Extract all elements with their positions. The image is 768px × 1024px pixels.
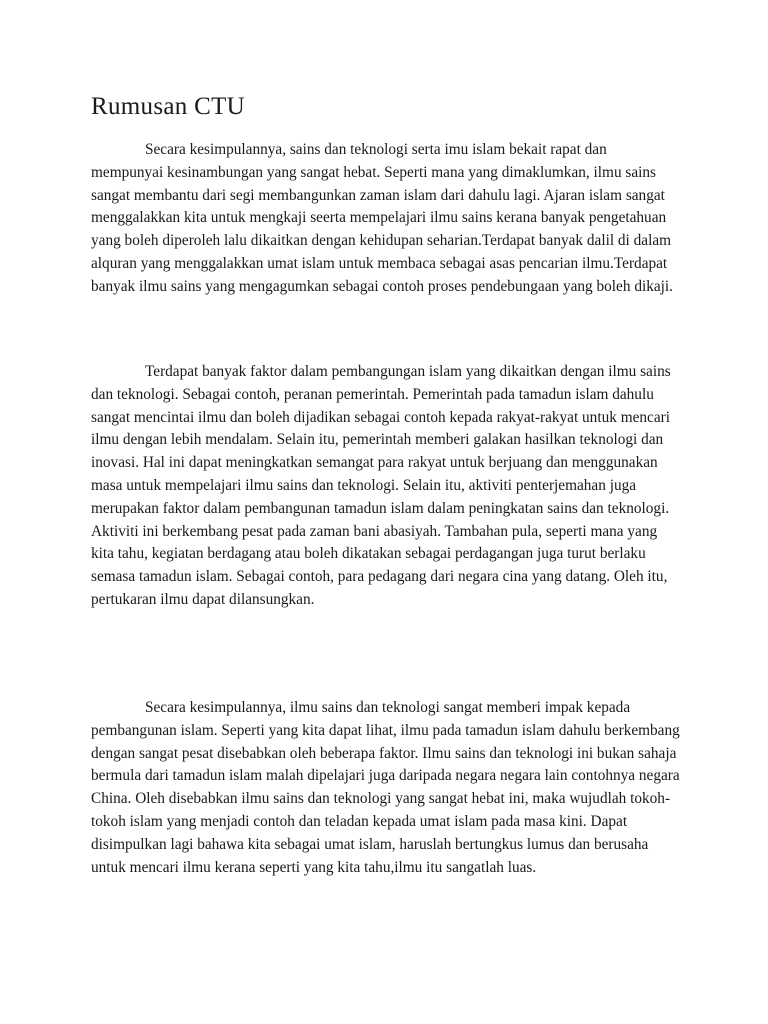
- paragraph-3: Secara kesimpulannya, ilmu sains dan teknologi sangat memberi impak kepada pembangunan islam. Seperti yang kita dapat lihat, ilmu pada tamadun islam dahulu berkembang dengan sangat pesat disebabkan oleh beberapa faktor. Ilmu sains dan teknologi ini bukan sahaja bermula dari tamadun islam malah dipelajari juga daripada negara negara lain contohnya negara China. Oleh disebabkan ilmu sains dan teknologi yang sangat hebat ini, maka wujudlah tokoh-tokoh islam yang menjadi contoh dan teladan kepada umat islam pada masa kini. Dapat disimpulkan lagi bahawa kita sebagai umat islam, haruslah bertungkus lumus dan berusaha untuk mencari ilmu kerana seperti yang kita tahu,ilmu itu sangatlah luas.: [91, 699, 680, 876]
- page-title: Rumusan CTU: [91, 93, 245, 120]
- paragraph-1: Secara kesimpulannya, sains dan teknologi serta imu islam bekait rapat dan mempunyai kesinambungan yang sangat hebat. Seperti mana yang dimaklumkan, ilmu sains sangat membantu dari segi membangunkan zaman islam dari dahulu lagi. Ajaran islam sangat menggalakkan kita untuk mengkaji seerta mempelajari ilmu sains kerana banyak pengetahuan yang boleh diperoleh lalu dikaitkan dengan kehidupan seharian.Terdapat banyak dalil di dalam alquran yang menggalakkan umat islam untuk membaca sebagai asas pencarian ilmu.Terdapat banyak ilmu sains yang mengagumkan sebagai contoh proses pendebungaan yang boleh dikaji.: [91, 141, 673, 295]
- paragraph-2: Terdapat banyak faktor dalam pembangungan islam yang dikaitkan dengan ilmu sains dan teknologi. Sebagai contoh, peranan pemerintah. Pemerintah pada tamadun islam dahulu sangat mencintai ilmu dan boleh dijadikan sebagai contoh kepada rakyat-rakyat untuk mencari ilmu dengan lebih mendalam. Selain itu, pemerintah memberi galakan hasilkan teknologi dan inovasi. Hal ini dapat meningkatkan semangat para rakyat untuk berjuang dan menggunakan masa untuk mempelajari ilmu sains dan teknologi. Selain itu, aktiviti penterjemahan juga merupakan faktor dalam pembangunan tamadun islam dalam peningkatan sains dan teknologi. Aktiviti ini berkembang pesat pada zaman bani abasiyah. Tambahan pula, seperti mana yang kita tahu, kegiatan berdagang atau boleh dikatakan sebagai perdagangan juga turut berlaku semasa tamadun islam. Sebagai contoh, para pedagang dari negara cina yang datang. Oleh itu, pertukaran ilmu dapat dilansungkan.: [91, 363, 671, 608]
